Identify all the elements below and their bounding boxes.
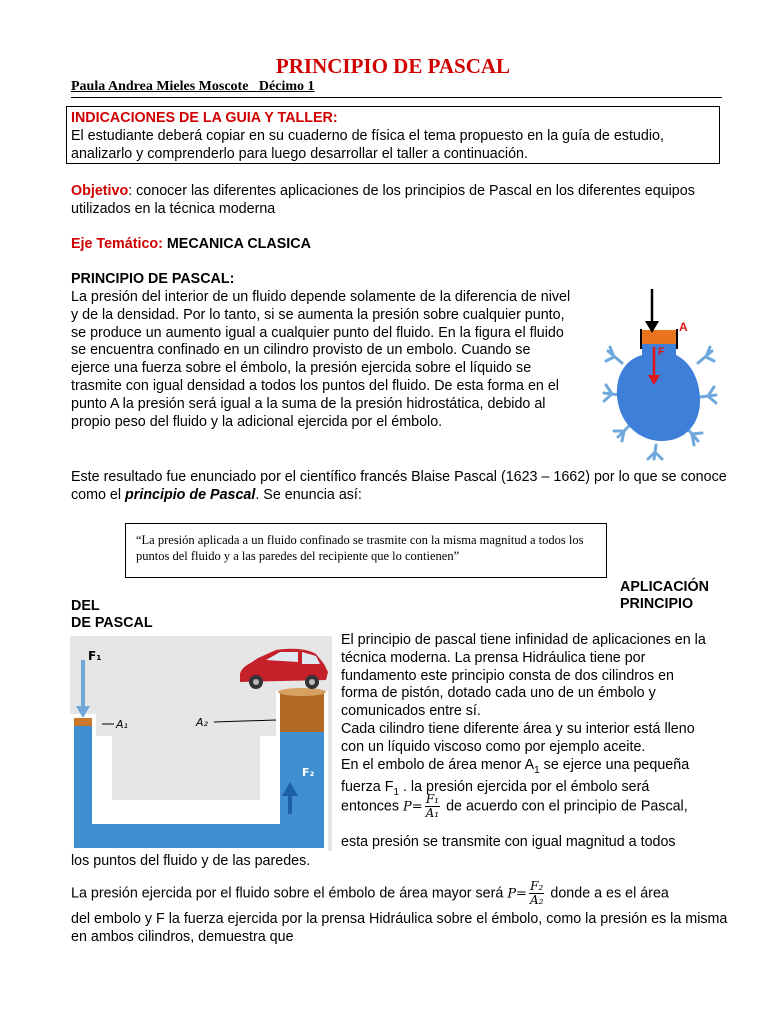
- body3-text-c: . la presión ejercida por el émbolo será: [399, 779, 650, 796]
- force-f-label: F: [658, 346, 665, 358]
- eje-tematico: [71, 235, 311, 253]
- body3-sub-a: 1: [534, 764, 540, 776]
- objetivo-text: : conocer las diferentes aplicaciones de los principios de Pascal en los diferentes equipos utilizados en la técnica moderna: [71, 183, 695, 217]
- page-title: PRINCIPIO DE PASCAL: [275, 54, 511, 78]
- esta-line: esta presión se transmite con igual magnitud a todos: [341, 834, 676, 850]
- f1-label: F₁: [88, 649, 102, 663]
- body3-sub-b: 1: [393, 787, 400, 799]
- formula2-fraction: [529, 880, 544, 907]
- large-piston: [280, 692, 324, 732]
- indicaciones-box: [66, 106, 720, 164]
- enunciado-before: Este resultado fue enunciado por el científico francés Blaise Pascal (1623 – 1662) por lo que se conoce como el: [71, 469, 727, 503]
- enunciado-after: . Se enuncia así:: [255, 487, 362, 503]
- formula1-numerator: F₁: [425, 792, 439, 806]
- entonces-after: de acuerdo con el principio de Pascal,: [442, 798, 688, 815]
- indicaciones-text: El estudiante deberá copiar en su cuaderno de física el tema propuesto en la guía de estudio, analizarlo y comprenderlo para luego desarrollar el taller a continuación.: [71, 128, 664, 162]
- presion-mayor-line: [71, 880, 731, 907]
- eje-label: Eje Temático:: [71, 236, 167, 252]
- formula1-fraction: [425, 793, 440, 820]
- cylinder-wall-right: [676, 329, 678, 349]
- indicaciones-title: INDICACIONES DE LA GUIA Y TALLER:: [71, 110, 338, 126]
- small-piston: [74, 718, 92, 726]
- body3-text-a: En el embolo de área menor A: [341, 756, 535, 773]
- quote-box: “La presión aplicada a un fluido confinado se trasmite con la misma magnitud a todos los puntos del fluido y a las paredes del recipiente que lo contienen”: [125, 523, 607, 578]
- los-puntos-line: los puntos del fluido y de las paredes.: [71, 853, 311, 869]
- point-a-label: A: [679, 320, 688, 334]
- aplicacion-body: [341, 632, 713, 802]
- hydraulic-press-figure: [70, 636, 332, 851]
- large-piston-top: [278, 688, 326, 696]
- eje-value: MECANICA CLASICA: [166, 236, 311, 252]
- enunciado-emphasis: principio de Pascal: [125, 487, 256, 503]
- piston: [642, 330, 676, 344]
- header-rule: [71, 97, 722, 98]
- objetivo-paragraph: [71, 182, 721, 218]
- a1-label: A₁: [116, 718, 128, 731]
- formula2-lhs: P=: [507, 886, 527, 902]
- author-line: Paula Andrea Mieles Moscote Décimo 1: [71, 79, 315, 94]
- presion-mayor-after: donde a es el área: [546, 885, 669, 902]
- cylinder-wall-left: [640, 329, 642, 349]
- formula1-lhs: P=: [403, 799, 423, 815]
- formula2-denominator: A₂: [529, 893, 544, 907]
- aplicacion-body-2: Cada cilindro tiene diferente área y su interior está lleno con un líquido viscoso como por ejemplo aceite.: [341, 720, 695, 755]
- body3-text-b: se ejerce una pequeña fuerza F: [341, 756, 690, 796]
- principio-body: La presión del interior de un fluido depende solamente de la diferencia de nivel y de la densidad. Por lo tanto, si se aumenta la presión sobre cualquier punto, se produce un aumento igual a cualquier punto del fluido. En la figura el fluido se encuentra confinado en un cilindro provisto de un embolo. Cuando se ejerce una fuerza sobre el émbolo, la presión ejercida sobre el líquido se trasmite con igual densidad a todos los puntos del fluido. De esta forma en el punto A la presión será igual a la suma de la presión hidrostática, debido al propio peso del fluido y la adicional ejercida por el émbolo.: [71, 289, 571, 430]
- aplicacion-body-1: El principio de pascal tiene infinidad de aplicaciones en la técnica moderna. La prensa Hidráulica tiene por fundamento este principio consta de dos cilindros en forma de pistón, dotado cada uno de un émbolo y comunicados entre sí.: [341, 632, 706, 720]
- aplicacion-de-pascal-label: DE PASCAL: [71, 615, 153, 631]
- aplicacion-del-label: DEL: [71, 598, 100, 614]
- enunciado-paragraph: [71, 468, 731, 504]
- a2-label: A₂: [196, 716, 208, 729]
- ultimo-paragraph: del embolo y F la fuerza ejercida por la prensa Hidráulica sobre el émbolo, como la presión es la misma en ambos cilindros, demuestra que: [71, 911, 728, 945]
- entonces-line: [341, 793, 731, 820]
- entonces-text: entonces: [341, 798, 403, 815]
- principio-heading: PRINCIPIO DE PASCAL:: [71, 271, 235, 287]
- objetivo-label: Objetivo: [71, 183, 129, 199]
- f2-label: F₂: [302, 766, 315, 779]
- presion-mayor-before: La presión ejercida por el fluido sobre el émbolo de área mayor será: [71, 885, 508, 902]
- pascal-cylinder-figure: [600, 285, 720, 465]
- aplicacion-heading: APLICACIÓN PRINCIPIO: [620, 579, 709, 612]
- formula1-denominator: A₁: [425, 806, 440, 820]
- formula2-numerator: F₂: [530, 879, 544, 893]
